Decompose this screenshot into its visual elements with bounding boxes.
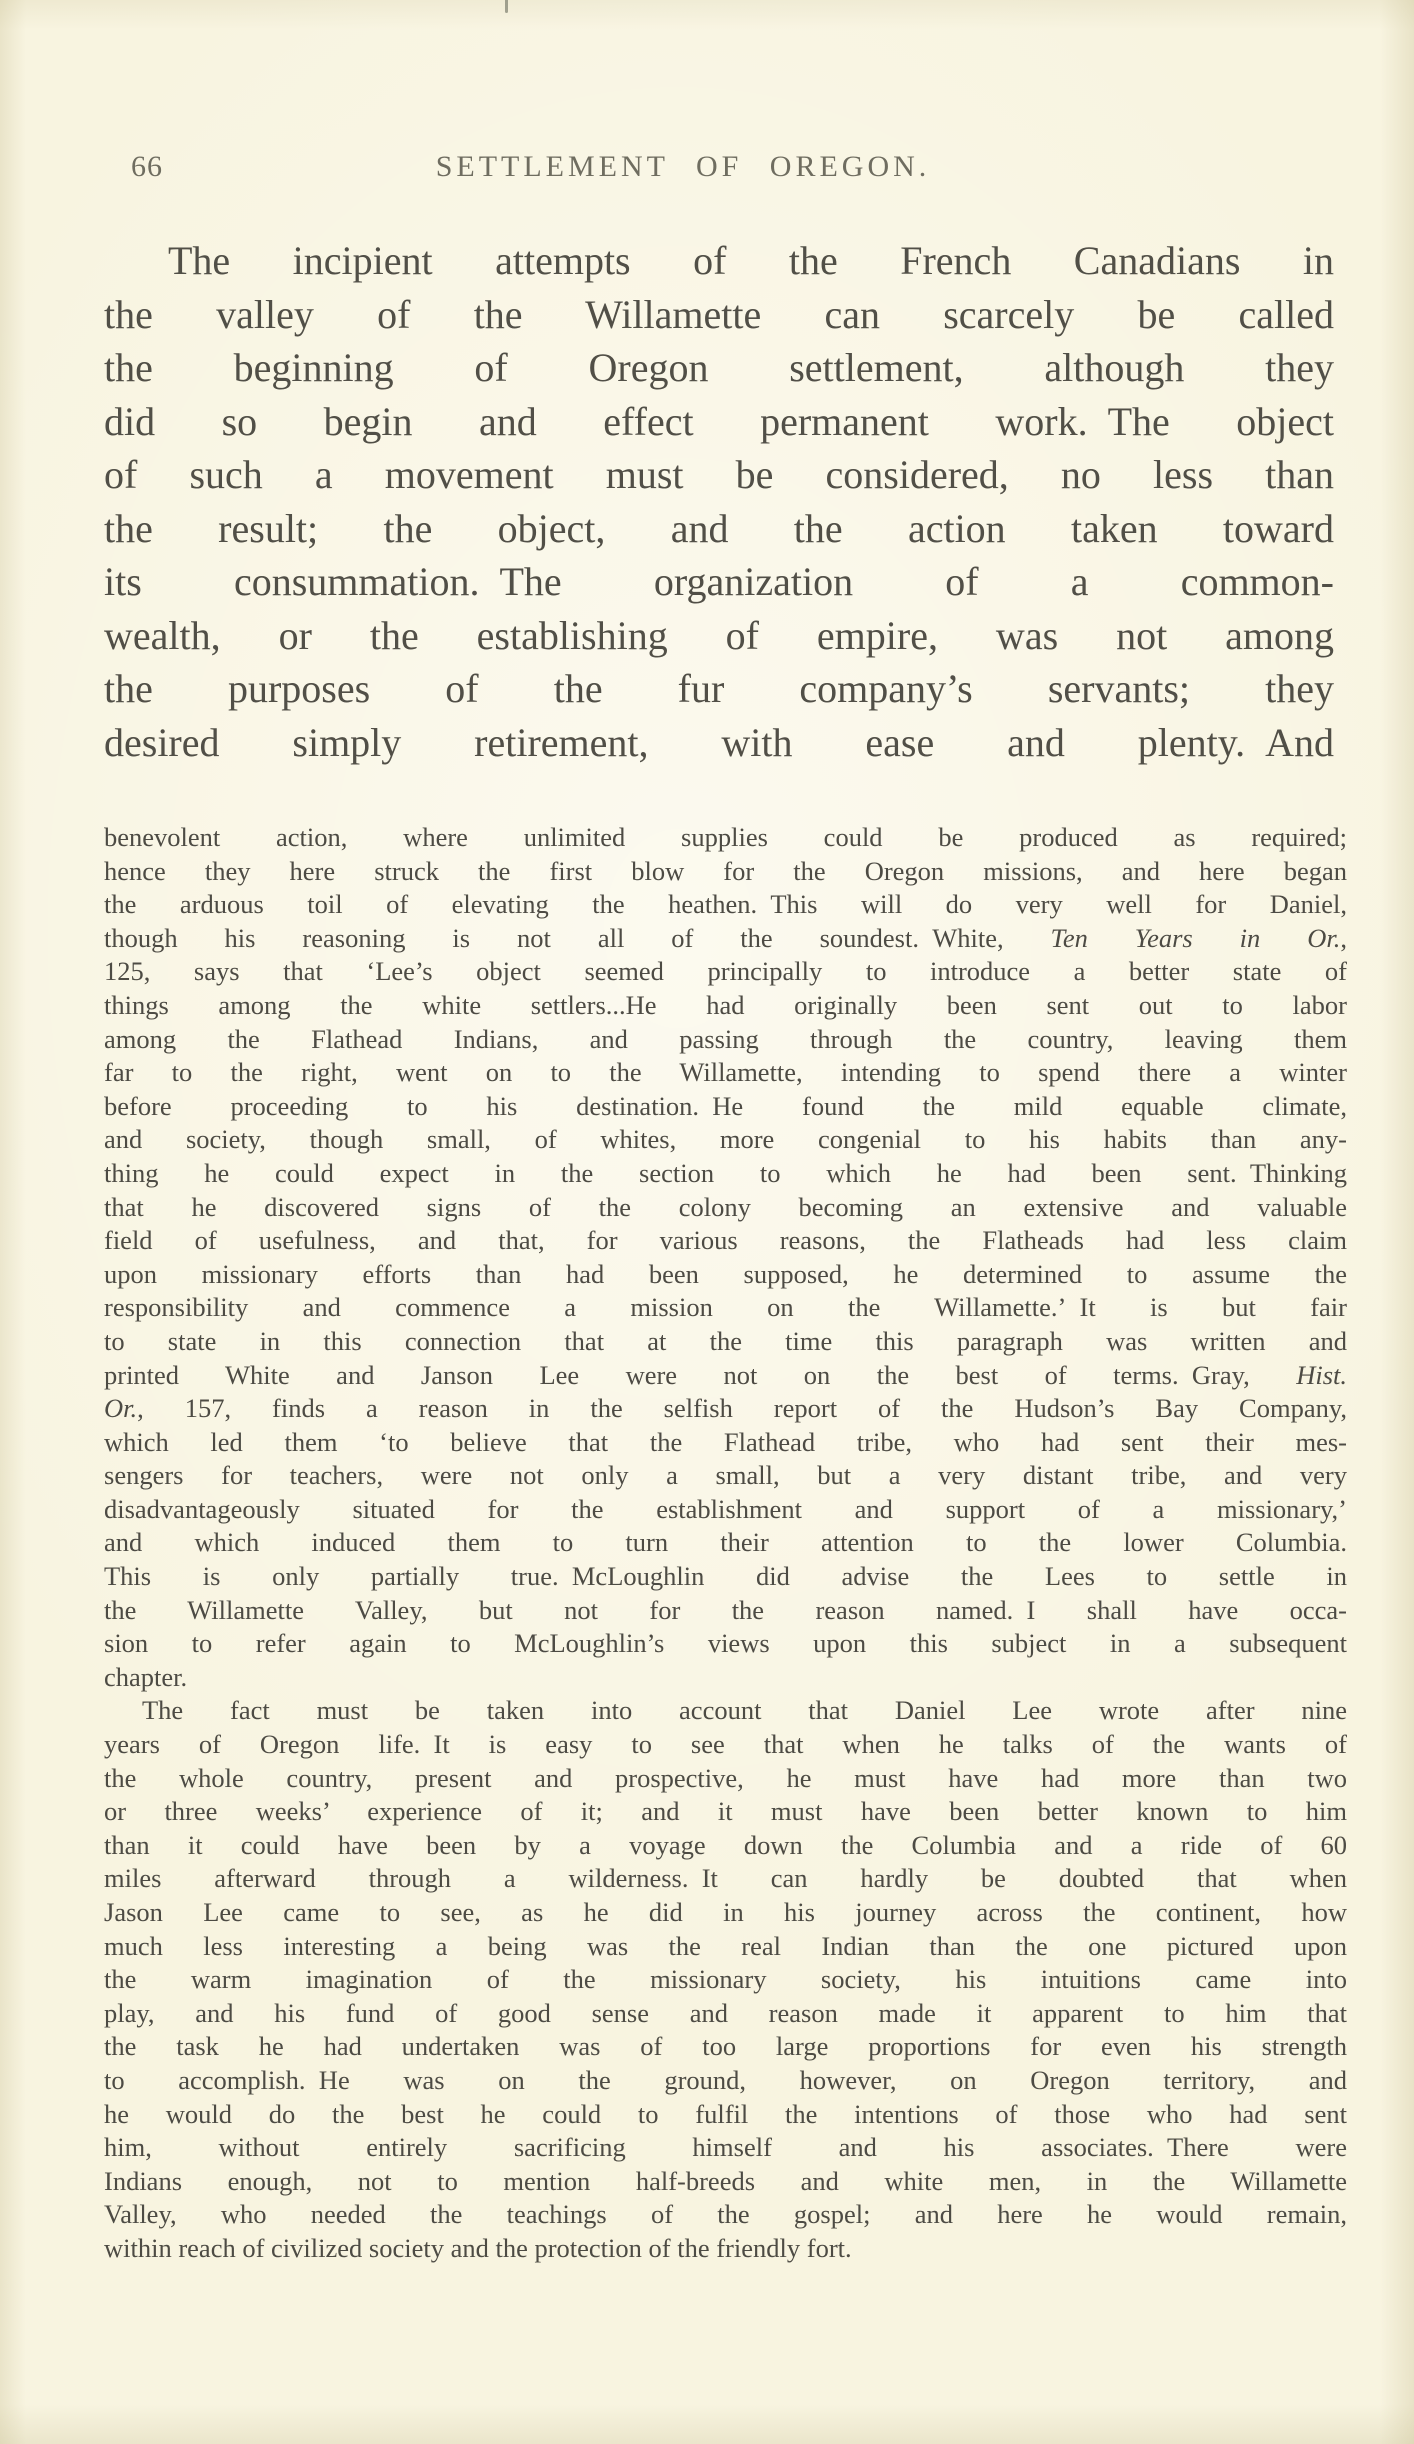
- text-line: before proceeding to his destination. He found the mild equable climate,: [104, 1090, 1347, 1121]
- text-line: sengers for teachers, were not only a small, but a very distant tribe, and very: [104, 1460, 1347, 1491]
- text-line: things among the white settlers...He had originally been sent out to labor: [104, 989, 1347, 1020]
- text-line: that he discovered signs of the colony becoming an extensive and valuable: [104, 1191, 1347, 1222]
- text-line: he would do the best he could to fulfil the intentions of those who had sent: [104, 2098, 1347, 2129]
- text-line: and society, though small, of whites, more congenial to his habits than any-: [104, 1124, 1347, 1155]
- citation-italic: Ten Years in Or.: [1050, 922, 1341, 953]
- text-line: Valley, who needed the teachings of the gospel; and here he would remain,: [104, 2199, 1347, 2230]
- text-line: the result; the object, and the action taken toward: [104, 505, 1334, 551]
- main-paragraph: [104, 234, 1334, 769]
- text-line: Or., 157, finds a reason in the selfish report of the Hudson’s Bay Company,: [104, 1393, 1347, 1424]
- text-line: upon missionary efforts than had been supposed, he determined to assume the: [104, 1258, 1347, 1289]
- text-line: did so begin and effect permanent work. The object: [104, 398, 1334, 444]
- text-line: than it could have been by a voyage down the Columbia and a ride of 60: [104, 1829, 1347, 1860]
- text-line: thing he could expect in the section to which he had been sent. Thinking: [104, 1157, 1347, 1188]
- scan-artifact: [505, 0, 508, 13]
- text-line: to accomplish. He was on the ground, however, on Oregon territory, and: [104, 2064, 1347, 2095]
- text-line: miles afterward through a wilderness. It can hardly be doubted that when: [104, 1863, 1347, 1894]
- text-line: The fact must be taken into account that Daniel Lee wrote after nine: [142, 1695, 1347, 1726]
- text-line: the task he had undertaken was of too large proportions for even his strength: [104, 2031, 1347, 2062]
- text-line: years of Oregon life. It is easy to see that when he talks of the wants of: [104, 1729, 1347, 1760]
- text-line: much less interesting a being was the real Indian than the one pictured upon: [104, 1930, 1347, 1961]
- text-line: Jason Lee came to see, as he did in his journey across the continent, how: [104, 1897, 1347, 1927]
- text-line: The incipient attempts of the French Canadians in: [168, 238, 1334, 283]
- text-line: hence they here struck the first blow for the Oregon missions, and here began: [104, 855, 1347, 886]
- text-line: play, and his fund of good sense and reason made it apparent to him that: [104, 1997, 1347, 2028]
- text-line: of such a movement must be considered, no less than: [104, 452, 1334, 497]
- text-line: This is only partially true. McLoughlin did advise the Lees to settle in: [104, 1561, 1347, 1592]
- text-line: the beginning of Oregon settlement, although they: [104, 345, 1334, 390]
- footnote: [104, 821, 1347, 2266]
- text-line: the warm imagination of the missionary society, his intuitions came into: [104, 1964, 1347, 1995]
- text-line: disadvantageously situated for the establishment and support of a missionary,’: [104, 1493, 1347, 1524]
- text-line: among the Flathead Indians, and passing through the country, leaving them: [104, 1023, 1347, 1054]
- running-header: SETTLEMENT OF OREGON.: [435, 150, 931, 183]
- text-line: the whole country, present and prospective, he must have had more than two: [104, 1762, 1347, 1793]
- citation-italic: Or.: [104, 1393, 138, 1424]
- text-line: Indians enough, not to mention half-breeds and white men, in the Willamette: [104, 2165, 1347, 2196]
- text-line: though his reasoning is not all of the soundest. White, Ten Years in Or.,: [104, 922, 1347, 953]
- footnote-paragraph: [104, 1694, 1347, 2265]
- text-line: the Willamette Valley, but not for the reason named. I shall have occa-: [104, 1594, 1347, 1625]
- text-line: its consummation. The organization of a common-: [104, 559, 1334, 604]
- text-line: field of usefulness, and that, for various reasons, the Flatheads had less claim: [104, 1225, 1347, 1256]
- text-line: or three weeks’ experience of it; and it must have been better known to him: [104, 1796, 1347, 1827]
- text-line: the arduous toil of elevating the heathen. This will do very well for Daniel,: [104, 889, 1347, 920]
- text-line: the valley of the Willamette can scarcely be called: [104, 291, 1334, 337]
- text-line: within reach of civilized society and the protection of the friendly fort.: [104, 2232, 852, 2263]
- text-line: benevolent action, where unlimited supplies could be produced as required;: [104, 822, 1347, 852]
- text-line: which led them ‘to believe that the Flathead tribe, who had sent their mes-: [104, 1426, 1347, 1457]
- text-line: to state in this connection that at the time this paragraph was written and: [104, 1325, 1347, 1356]
- footnote-paragraph: [104, 821, 1347, 1694]
- page-number: 66: [131, 150, 163, 183]
- text-line: far to the right, went on to the Willamette, intending to spend there a winter: [104, 1057, 1347, 1088]
- text-line: sion to refer again to McLoughlin’s views upon this subject in a subsequent: [104, 1628, 1347, 1659]
- text-line: chapter.: [104, 1661, 188, 1692]
- text-line: and which induced them to turn their attention to the lower Columbia.: [104, 1527, 1347, 1558]
- text-line: 125, says that ‘Lee’s object seemed principally to introduce a better state of: [104, 956, 1347, 987]
- citation-italic: Hist.: [1296, 1359, 1347, 1390]
- text-line: responsibility and commence a mission on the Willamette.’ It is but fair: [104, 1292, 1347, 1323]
- text-line: the purposes of the fur company’s servants; they: [104, 666, 1334, 711]
- text-line: him, without entirely sacrificing himself and his associates. There were: [104, 2132, 1347, 2163]
- text-line: wealth, or the establishing of empire, was not among: [104, 612, 1334, 658]
- text-line: desired simply retirement, with ease and plenty. And: [104, 719, 1334, 765]
- text-line: printed White and Janson Lee were not on the best of terms. Gray, Hist.: [104, 1359, 1347, 1390]
